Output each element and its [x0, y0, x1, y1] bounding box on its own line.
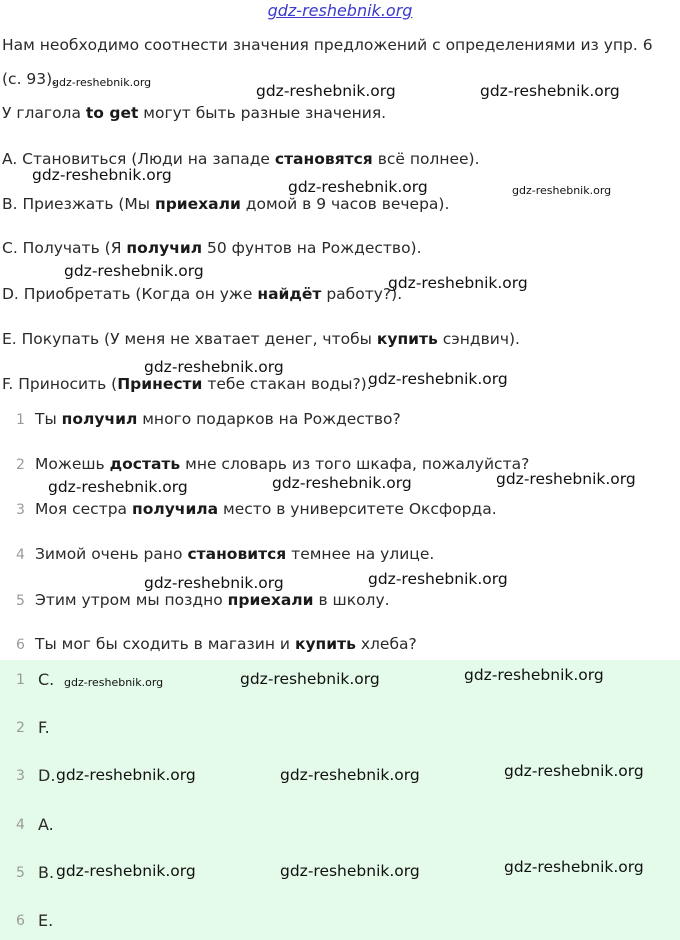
- meaning-d: [2, 285, 402, 303]
- sentence-text: Ты: [35, 410, 62, 428]
- sentence: [35, 545, 434, 563]
- intro-line-2: (с. 93).: [2, 70, 58, 88]
- watermark: gdz-reshebnik.org: [48, 478, 188, 496]
- meaning-keyword: приехали: [154, 195, 241, 213]
- answer-number: 5: [16, 865, 25, 881]
- watermark: gdz-reshebnik.org: [368, 570, 508, 588]
- answer-letter: C.: [38, 670, 55, 689]
- answer-number: 3: [16, 768, 25, 784]
- answer-number: 1: [16, 672, 25, 688]
- watermark: gdz-reshebnik.org: [388, 274, 528, 292]
- meaning-text: A. Становиться (Люди на западе: [2, 150, 275, 168]
- sentence-keyword: приехали: [227, 591, 314, 609]
- sentence-keyword: получил: [61, 410, 138, 428]
- verb-intro-post: могут быть разные значения.: [138, 104, 387, 122]
- meaning-keyword: купить: [376, 330, 438, 348]
- sentence: [35, 455, 529, 473]
- watermark: gdz-reshebnik.org: [240, 670, 380, 688]
- watermark: gdz-reshebnik.org: [280, 862, 420, 880]
- watermark: gdz-reshebnik.org: [144, 574, 284, 592]
- watermark: gdz-reshebnik.org: [288, 178, 428, 196]
- answer-letter: B.: [38, 863, 55, 882]
- intro-line-1: Нам необходимо соотнести значения предложений с определениями из упр. 6: [2, 36, 653, 54]
- meaning-keyword: Принести: [117, 375, 203, 393]
- sentence-number: 6: [16, 637, 25, 653]
- sentence-text: хлеба?: [355, 635, 417, 653]
- watermark: gdz-reshebnik.org: [504, 762, 644, 780]
- meaning-b: [2, 195, 449, 213]
- watermark: gdz-reshebnik.org: [52, 76, 152, 89]
- sentence-text: Ты мог бы сходить в магазин и: [35, 635, 295, 653]
- meaning-text: домой в 9 часов вечера).: [240, 195, 450, 213]
- watermark: gdz-reshebnik.org: [280, 766, 420, 784]
- answer-letter: A.: [38, 815, 54, 834]
- meaning-text: работу?).: [321, 285, 403, 303]
- watermark: gdz-reshebnik.org: [144, 358, 284, 376]
- answer-letter: D.: [38, 766, 56, 785]
- answer-number: 6: [16, 913, 25, 929]
- meaning-keyword: получил: [126, 239, 203, 257]
- watermark: gdz-reshebnik.org: [64, 676, 164, 689]
- sentence-text: мне словарь из того шкафа, пожалуйста?: [180, 455, 530, 473]
- answer-letter: E.: [38, 911, 54, 930]
- sentence-number: 4: [16, 547, 25, 563]
- sentence-text: много подарков на Рождество?: [137, 410, 401, 428]
- watermark: gdz-reshebnik.org: [512, 184, 612, 197]
- watermark: gdz-reshebnik.org: [32, 166, 172, 184]
- meaning-text: всё полнее).: [372, 150, 480, 168]
- verb-intro-verb: to get: [85, 104, 139, 122]
- sentence: [35, 410, 401, 428]
- watermark: gdz-reshebnik.org: [56, 766, 196, 784]
- watermark: gdz-reshebnik.org: [368, 370, 508, 388]
- sentence-text: Можешь: [35, 455, 110, 473]
- watermark: gdz-reshebnik.org: [480, 82, 620, 100]
- answers-panel: [0, 660, 680, 940]
- sentence-text: место в университете Оксфорда.: [218, 500, 497, 518]
- watermark: gdz-reshebnik.org: [272, 474, 412, 492]
- meaning-text: сэндвич).: [437, 330, 520, 348]
- meaning-f: [2, 375, 372, 393]
- watermark: gdz-reshebnik.org: [464, 666, 604, 684]
- meaning-text: E. Покупать (У меня не хватает денег, чтобы: [2, 330, 377, 348]
- sentence-text: Этим утром мы поздно: [35, 591, 228, 609]
- watermark: gdz-reshebnik.org: [504, 858, 644, 876]
- meaning-text: B. Приезжать (Мы: [2, 195, 155, 213]
- meaning-keyword: становятся: [274, 150, 373, 168]
- sentence-text: темнее на улице.: [286, 545, 435, 563]
- sentence-number: 2: [16, 457, 25, 473]
- sentence-number: 5: [16, 593, 25, 609]
- meaning-e: [2, 330, 520, 348]
- sentence: [35, 500, 497, 518]
- watermark: gdz-reshebnik.org: [256, 82, 396, 100]
- meaning-text: F. Приносить (: [2, 375, 118, 393]
- answer-letter: F.: [38, 718, 50, 737]
- sentence-number: 3: [16, 502, 25, 518]
- sentence-text: Моя сестра: [35, 500, 132, 518]
- meaning-text: 50 фунтов на Рождество).: [202, 239, 422, 257]
- sentence-keyword: становится: [187, 545, 287, 563]
- watermark: gdz-reshebnik.org: [496, 470, 636, 488]
- answer-number: 4: [16, 817, 25, 833]
- sentence-number: 1: [16, 412, 25, 428]
- watermark: gdz-reshebnik.org: [64, 262, 204, 280]
- sentence-text: Зимой очень рано: [35, 545, 188, 563]
- sentence: [35, 635, 417, 653]
- site-link[interactable]: gdz-reshebnik.org: [267, 1, 413, 20]
- sentence-keyword: получила: [131, 500, 219, 518]
- meaning-keyword: найдёт: [257, 285, 322, 303]
- verb-intro: [2, 104, 386, 122]
- meaning-text: D. Приобретать (Когда он уже: [2, 285, 258, 303]
- answer-number: 2: [16, 720, 25, 736]
- sentence-keyword: достать: [109, 455, 181, 473]
- verb-intro-pre: У глагола: [2, 104, 86, 122]
- meaning-text: тебе стакан воды?).: [202, 375, 372, 393]
- sentence-text: в школу.: [313, 591, 390, 609]
- sentence-keyword: купить: [294, 635, 356, 653]
- meaning-text: C. Получать (Я: [2, 239, 127, 257]
- watermark: gdz-reshebnik.org: [56, 862, 196, 880]
- sentence: [35, 591, 390, 609]
- meaning-c: [2, 239, 422, 257]
